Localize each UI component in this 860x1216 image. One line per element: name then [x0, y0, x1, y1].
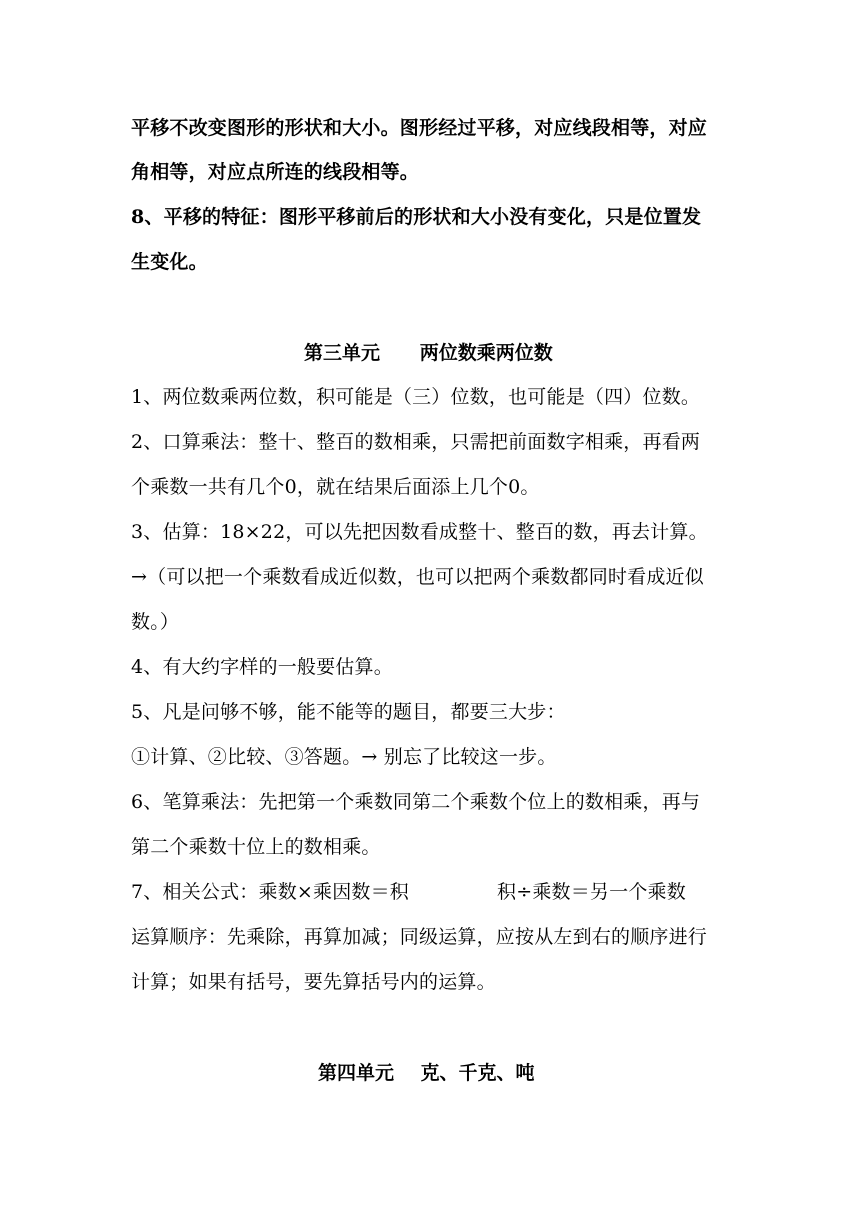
item-8-line-1: 8、平移的特征：图形平移前后的形状和大小没有变化，只是位置发 — [131, 206, 702, 228]
unit-3-item-6-line-1: 6、笔算乘法：先把第一个乘数同第二个乘数个位上的数相乘，再与 — [131, 791, 701, 813]
unit-3-item-5-line-1: 5、凡是问够不够，能不能等的题目，都要三大步： — [131, 701, 566, 723]
unit-3-item-6-line-2: 第二个乘数十位上的数相乘。 — [131, 836, 381, 858]
translation-paragraph-line-1: 平移不改变图形的形状和大小。图形经过平移，对应线段相等，对应 — [131, 117, 708, 139]
unit-3-item-4: 4、有大约字样的一般要估算。 — [131, 656, 393, 678]
unit-3-item-5-line-2: ①计算、②比较、③答题。→ 别忘了比较这一步。 — [131, 746, 557, 768]
operation-order-line-1: 运算顺序：先乘除，再算加减；同级运算，应按从左到右的顺序进行 — [131, 926, 708, 948]
unit-3-item-7-formula-right: 积÷乘数＝另一个乘数 — [497, 881, 686, 903]
item-8-line-2: 生变化。 — [131, 251, 208, 273]
operation-order-line-2: 计算；如果有括号，要先算括号内的运算。 — [131, 971, 496, 993]
unit-4-heading: 第四单元 克、千克、吨 — [318, 1062, 535, 1084]
unit-3-item-2-line-1: 2、口算乘法：整十、整百的数相乘，只需把前面数字相乘，再看两 — [131, 431, 701, 453]
unit-3-item-2-line-2: 个乘数一共有几个0，就在结果后面添上几个0。 — [131, 476, 540, 498]
unit-3-item-3-line-3: 数。） — [131, 611, 180, 633]
unit-3-item-7-formula-left: 7、相关公式：乘数×乘因数＝积 — [131, 881, 410, 903]
unit-3-item-1: 1、两位数乘两位数，积可能是（三）位数，也可能是（四）位数。 — [131, 386, 701, 408]
translation-paragraph-line-2: 角相等，对应点所连的线段相等。 — [131, 161, 420, 183]
unit-3-item-3-line-1: 3、估算：18×22，可以先把因数看成整十、整百的数，再去计算。 — [131, 521, 708, 543]
unit-3-item-3-line-2: →（可以把一个乘数看成近似数，也可以把两个乘数都同时看成近似 — [131, 566, 704, 588]
unit-3-heading: 第三单元 两位数乘两位数 — [304, 342, 553, 364]
